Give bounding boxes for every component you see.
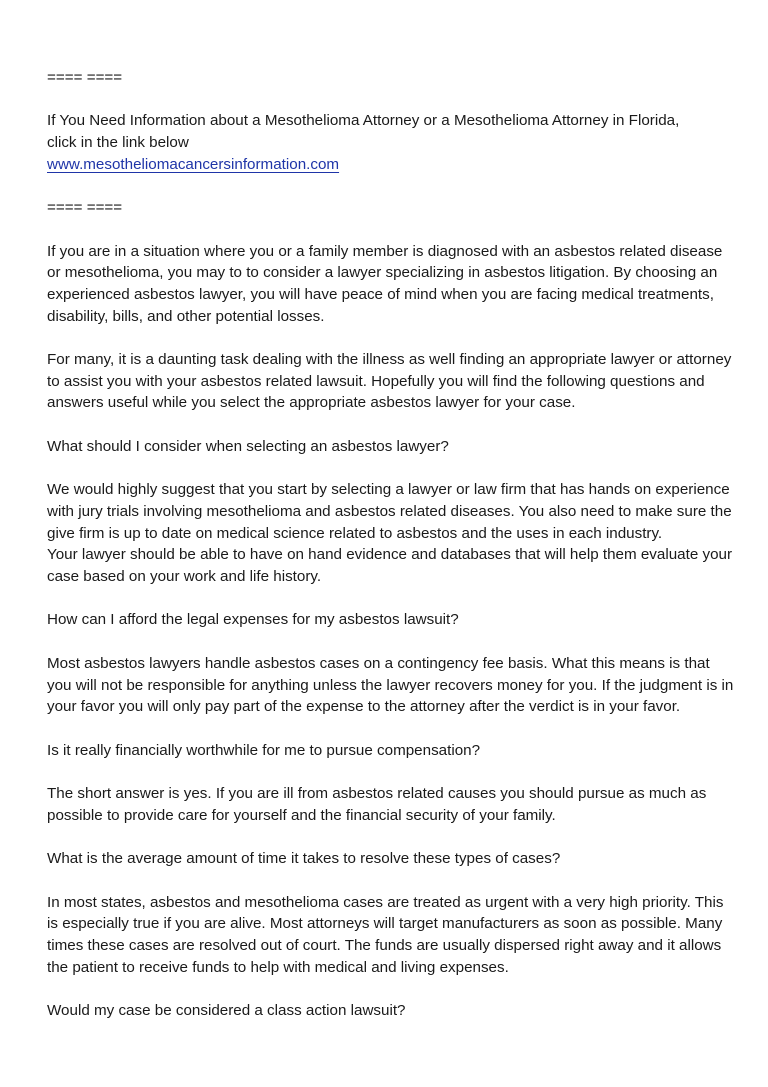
- intro-line-2: click in the link below: [47, 134, 189, 152]
- info-link[interactable]: www.mesotheliomacancersinformation.com: [47, 155, 340, 173]
- intro-line-1: If You Need Information about a Mesothelioma Attorney or a Mesothelioma Attorney in Florida,: [47, 112, 680, 130]
- question-worthwhile: Is it really financially worthwhile for me to pursue compensation?: [47, 741, 481, 759]
- answer-evidence-databases: Your lawyer should be able to have on hand evidence and databases that will help them evaluate your case based on your work and life history.: [47, 546, 733, 586]
- paragraph-intro: If you are in a situation where you or a family member is diagnosed with an asbestos related disease or mesothelioma, you may to to consider a lawyer specializing in asbestos litigation. By choosing an experienced asbestos lawyer, you will have peace of mind when you are facing medical treatments, disability, bills, and other potential losses.: [47, 242, 723, 325]
- separator-top: ==== ====: [47, 69, 123, 86]
- paragraph-daunting-task: For many, it is a daunting task dealing with the illness as well finding an appropriate lawyer or attorney to assist you with your asbestos related lawsuit. Hopefully you will find the following questions and answers useful while you select the appropriate asbestos lawyer for your case.: [47, 351, 732, 412]
- question-class-action: Would my case be considered a class action lawsuit?: [47, 1002, 406, 1020]
- document-page: [47, 67, 737, 1022]
- answer-legal-expenses: Most asbestos lawyers handle asbestos cases on a contingency fee basis. What this means is that you will not be responsible for anything unless the lawyer recovers money for you. If the judgment is in your favor you will only pay part of the expense to the attorney after the verdict is in your favor.: [47, 654, 734, 716]
- separator-bottom: ==== ====: [47, 199, 123, 217]
- answer-selecting-lawyer: We would highly suggest that you start by selecting a lawyer or law firm that has hands on experience with jury trials involving mesothelioma and asbestos related diseases. You also need to make sure the give firm is up to date on medical science related to asbestos and the uses in each industry.: [47, 481, 732, 542]
- question-time-to-resolve: What is the average amount of time it takes to resolve these types of cases?: [47, 850, 561, 868]
- info-link-row: [47, 154, 737, 176]
- question-selecting-lawyer: What should I consider when selecting an asbestos lawyer?: [47, 437, 449, 455]
- answer-worthwhile: The short answer is yes. If you are ill from asbestos related causes you should pursue as much as possible to provide care for yourself and the financial security of your family.: [47, 785, 707, 824]
- answer-time-to-resolve: In most states, asbestos and mesothelioma cases are treated as urgent with a very high priority. This is especially true if you are alive. Most attorneys will target manufacturers as soon as possible. Many times these cases are resolved out of court. The funds are usually dispersed right away and it allows the patient to receive funds to help with medical and living expenses.: [47, 893, 724, 976]
- question-legal-expenses: How can I afford the legal expenses for my asbestos lawsuit?: [47, 611, 459, 629]
